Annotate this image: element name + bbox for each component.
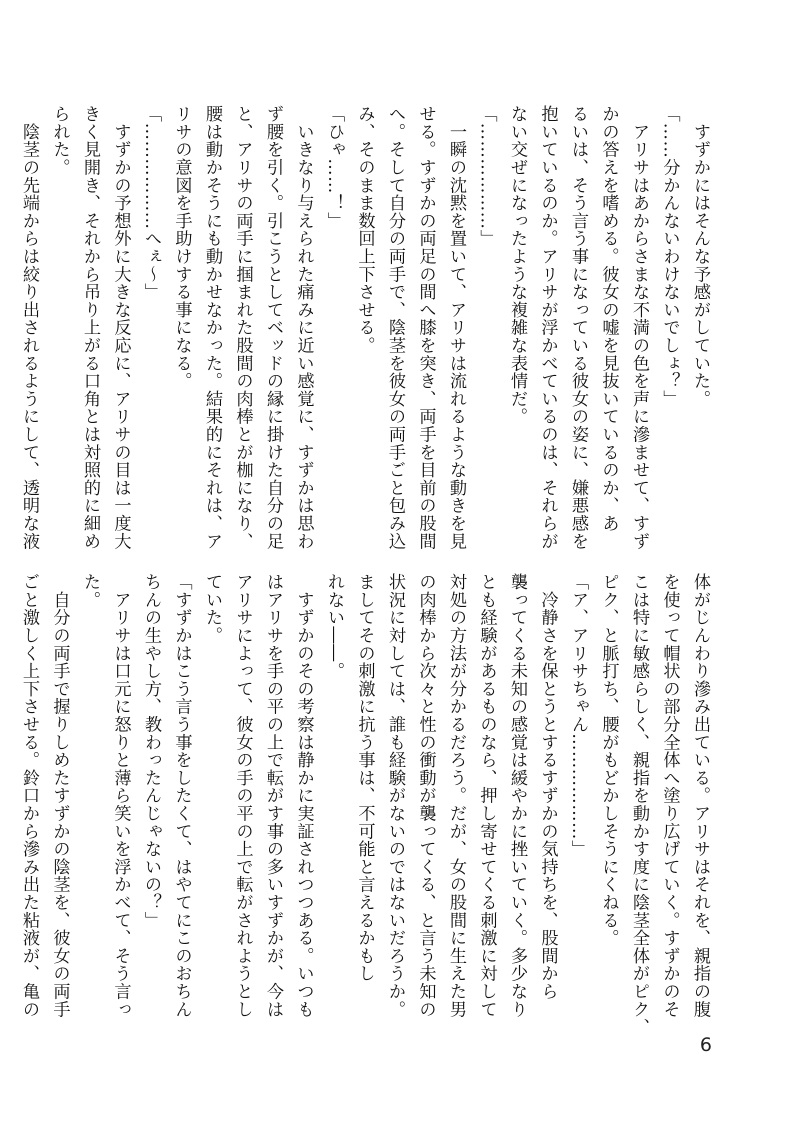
page-number: 6 xyxy=(699,1034,712,1056)
text-line: ず腰を引く。引こうとしてベッドの縁に掛けた自分の足 xyxy=(263,105,283,550)
text-line: きく見開き、それから吊り上がる口角とは対照的に細め xyxy=(80,105,100,550)
text-line: 「ア、アリサちゃん………………」 xyxy=(568,573,588,858)
text-line: すずかの予想外に大きな反応に、アリサの目は一度大 xyxy=(110,105,131,550)
text-line: せる。すずかの両足の間へ膝を突き、両手を目前の股間 xyxy=(415,105,436,550)
text-line: リサの意図を手助けする事になる。 xyxy=(171,105,192,390)
lower-text-block xyxy=(19,573,715,1036)
text-line: 状況に対しては、誰も経験がないのではないだろうか。 xyxy=(385,573,405,1018)
text-line: 腰は動かそうにも動かせなかった。結果的にそれは、ア xyxy=(202,105,222,550)
text-line: こは特に敏感らしく、親指を動かす度に陰茎全体がピク、 xyxy=(629,573,649,1036)
text-line: ない交ぜになったような複雑な表情だ。 xyxy=(507,105,527,426)
text-line: ピク、と脈打ち、腰がもどかしそうにくねる。 xyxy=(598,573,619,947)
text-line: 「………………へぇ～」 xyxy=(141,105,161,301)
text-line: アリサはあからさまな不満の色を声に滲ませて、すず xyxy=(629,105,649,550)
text-line: 「………………」 xyxy=(476,105,497,248)
upper-text-block xyxy=(19,105,715,550)
text-line: 一瞬の沈黙を置いて、アリサは流れるような動きを見 xyxy=(446,105,466,550)
text-line: 対処の方法が分かるだろう。だが、女の股間に生えた男 xyxy=(446,573,466,1018)
text-line: られた。 xyxy=(49,105,70,177)
text-line: 自分の両手で握りしめたすずかの陰茎を、彼女の両手 xyxy=(49,573,70,1018)
text-line: 「すずかはこう言う事をしたくて、はやてにこのおちん xyxy=(171,573,192,1018)
text-line: ごと激しく上下させる。鈴口から滲み出た粘液が、亀の xyxy=(19,573,39,1018)
text-line: 抱いているのか。アリサが浮かべているのは、それらが xyxy=(537,105,558,550)
text-line: アリサによって、彼女の手の平の上で転がされようとし xyxy=(232,573,253,1018)
text-line: 「……分かんないわけないでしょ？」 xyxy=(659,105,680,408)
text-line: 陰茎の先端からは絞り出されるようにして、透明な液 xyxy=(19,105,39,550)
text-line: た。 xyxy=(80,573,100,609)
text-line: るいは、そう言う事になっている彼女の姿に、嫌悪感を xyxy=(568,105,588,550)
text-line: み、そのまま数回上下させる。 xyxy=(354,105,375,355)
text-line: ていた。 xyxy=(202,573,222,645)
text-line: 体がじんわり滲み出ている。アリサはそれを、親指の腹 xyxy=(690,573,710,1018)
text-line: へ。そして自分の両手で、陰茎を彼女の両手ごと包み込 xyxy=(385,105,405,550)
text-line: すずかにはそんな予感がしていた。 xyxy=(690,105,710,408)
text-line: ましてその刺激に抗う事は、不可能と言えるかもし xyxy=(354,573,375,983)
text-line: ちんの生やし方、教わったんじゃないの？」 xyxy=(141,573,161,929)
text-line: かの答えを嗜める。彼女の嘘を見抜いているのか、あ xyxy=(598,105,619,533)
text-line: 「ひゃ……！」 xyxy=(324,105,344,230)
text-line: アリサは口元に怒りと薄ら笑いを浮かべて、そう言っ xyxy=(110,573,131,1018)
text-line: の肉棒から次々と性の衝動が襲ってくる、と言う未知の xyxy=(415,573,436,1018)
text-line: いきなり与えられた痛みに近い感覚に、すずかは思わ xyxy=(293,105,314,550)
text-line: を使って帽状の部分全体へ塗り広げていく。すずかのそ xyxy=(659,573,680,1018)
text-line: はアリサを手の平の上で転がす事の多いすずかが、今は xyxy=(263,573,283,1018)
text-line: と、アリサの両手に掴まれた股間の肉棒とが枷になり、 xyxy=(232,105,253,550)
text-line: 襲ってくる未知の感覚は緩やかに挫いていく。多少なり xyxy=(507,573,527,1018)
text-line: 冷静さを保とうとするすずかの気持ちを、股間から xyxy=(537,573,558,1001)
text-line: れない――。 xyxy=(324,573,344,680)
text-line: とも経験があるものなら、押し寄せてくる刺激に対して xyxy=(476,573,497,1018)
text-line: すずかのその考察は静かに実証されつつある。いつも xyxy=(293,573,314,1018)
